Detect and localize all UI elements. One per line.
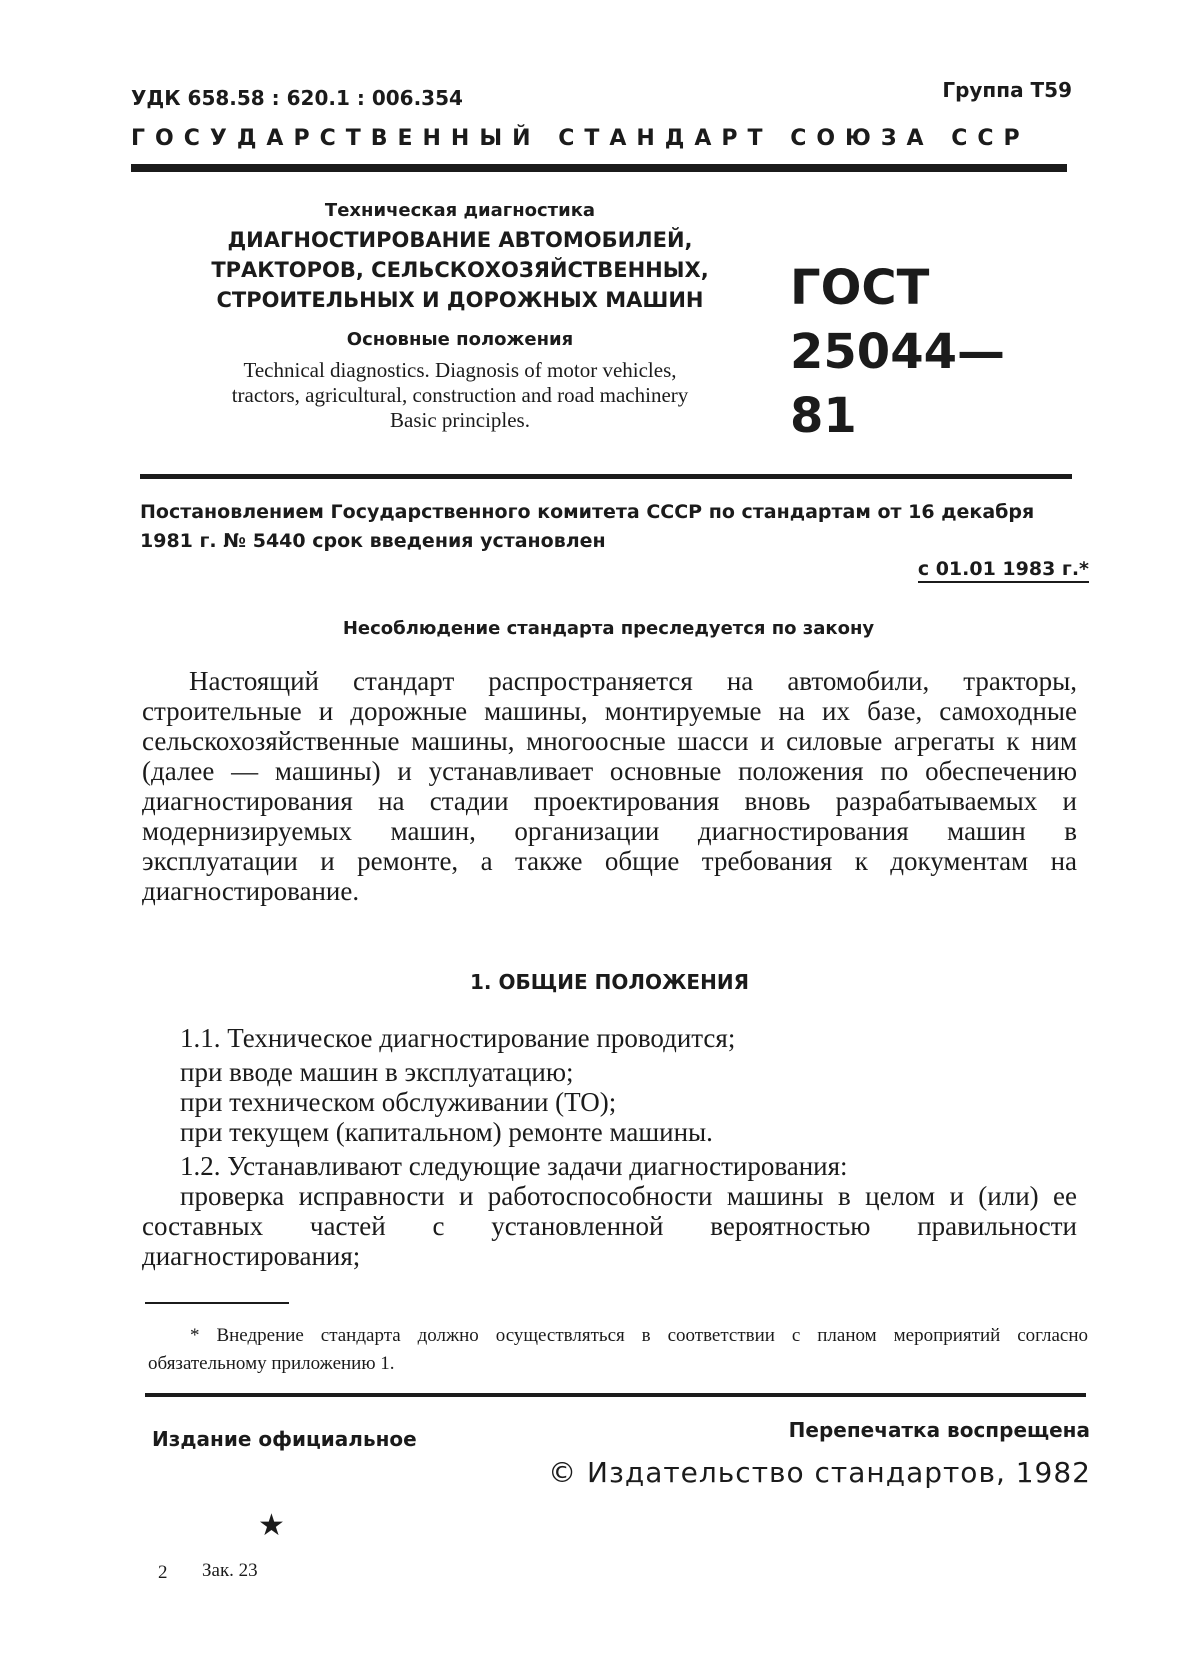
title-line: ДИАГНОСТИРОВАНИЕ АВТОМОБИЛЕЙ, xyxy=(227,228,693,252)
decree-text: Постановлением Государственного комитета СССР по стандартам от 16 декабря 1981 г. № 5440 срок введения установлен xyxy=(140,501,1035,552)
reprint-notice: Перепечатка воспрещена xyxy=(788,1418,1090,1442)
section-heading: 1. ОБЩИЕ ПОЛОЖЕНИЯ xyxy=(470,970,749,994)
group-code: Группа Т59 xyxy=(942,78,1072,102)
item-1-2-text: проверка исправности и работоспособности машины в целом и (или) ее составных частей с установленной вероятностью правильности диагностирования; xyxy=(142,1181,1077,1271)
effective-date: с 01.01 1983 г.* xyxy=(918,558,1089,583)
law-notice: Несоблюдение стандарта преследуется по закону xyxy=(342,618,875,639)
category-label: Техническая диагностика xyxy=(324,200,596,221)
copyright-notice: © Издательство стандартов, 1982 xyxy=(548,1456,1091,1489)
item-1-1: 1.1. Техническое диагностирование проводится; xyxy=(180,1023,736,1053)
footnote-divider xyxy=(145,1302,289,1304)
list-item: при текущем (капитальном) ремонте машины. xyxy=(180,1117,713,1147)
english-title-line: tractors, agricultural, construction and road machinery xyxy=(231,383,689,407)
document-title xyxy=(140,225,780,315)
item-1-2: 1.2. Устанавливают следующие задачи диагностирования: xyxy=(180,1151,848,1181)
page-number: 2 xyxy=(158,1562,168,1583)
gost-number: 25044—81 xyxy=(790,324,1005,444)
title-line: ТРАКТОРОВ, СЕЛЬСКОХОЗЯЙСТВЕННЫХ, xyxy=(211,258,709,282)
title-block xyxy=(140,200,780,433)
top-divider xyxy=(131,164,1067,172)
star-icon: ★ xyxy=(258,1509,285,1542)
gost-label: ГОСТ xyxy=(790,260,930,316)
order-number: Зак. 23 xyxy=(202,1560,258,1581)
english-title xyxy=(140,358,780,433)
official-edition-label: Издание официальное xyxy=(152,1427,417,1451)
list-item: при вводе машин в эксплуатацию; xyxy=(180,1057,574,1087)
footnote: * Внедрение стандарта должно осуществляться в соответствии с планом мероприятий согласно обязательному приложению 1. xyxy=(148,1325,1088,1374)
english-title-line: Technical diagnostics. Diagnosis of motor vehicles, xyxy=(243,358,677,382)
document-subtitle: Основные положения xyxy=(346,329,574,350)
state-standard-heading: ГОСУДАРСТВЕННЫЙ СТАНДАРТ СОЮЗА ССР xyxy=(131,126,1030,151)
intro-paragraph: Настоящий стандарт распространяется на автомобили, тракторы, строительные и дорожные машины, монтируемые на их базе, самоходные сельскохозяйственные машины, многоосные шасси и силовые агрегаты к ним (далее — машины) и устанавливает основные положения по обеспечению диагностирования на стадии проектирования вновь разрабатываемых и модернизируемых машин, организации диагностирования машин в эксплуатации и ремонте, а также общие требования к документам на диагностирование. xyxy=(142,666,1077,906)
middle-divider xyxy=(140,474,1072,479)
bottom-divider xyxy=(145,1393,1086,1397)
section-items xyxy=(142,1023,1077,1271)
udk-code: УДК 658.58 : 620.1 : 006.354 xyxy=(131,86,463,110)
title-line: СТРОИТЕЛЬНЫХ И ДОРОЖНЫХ МАШИН xyxy=(216,288,704,312)
gost-designation xyxy=(790,256,1070,448)
english-title-line: Basic principles. xyxy=(390,408,530,432)
list-item: при техническом обслуживании (ТО); xyxy=(180,1087,617,1117)
